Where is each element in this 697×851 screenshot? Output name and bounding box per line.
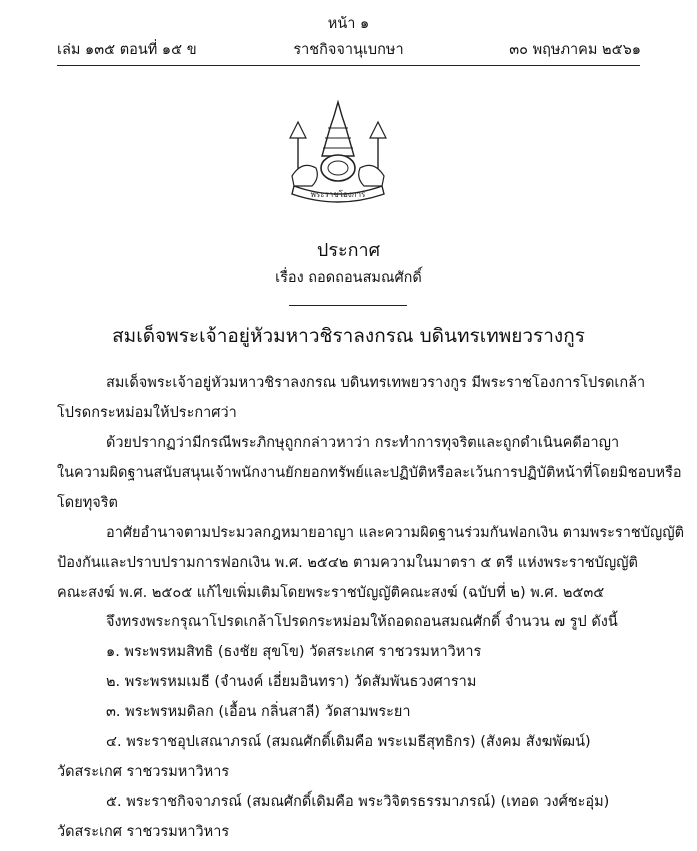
paragraph-3-line-1: อาศัยอำนาจตามประมวลกฎหมายอาญา และความผิดฐานร่วมกันฟอกเงิน ตามพระราชบัญญัติ <box>106 525 685 541</box>
announcement-subject: เรื่อง ถอดถอนสมณศักดิ์ <box>275 270 422 286</box>
list-item-continuation: วัดสระเกศ ราชวรมหาวิหาร <box>57 764 230 780</box>
paragraph-4-line-1: จึงทรงพระกรุณาโปรดเกล้าโปรดกระหม่อมให้ถอดถอนสมณศักดิ์ จำนวน ๗ รูป ดังนี้ <box>106 614 618 630</box>
paragraph-2-line-3: โดยทุจริต <box>57 495 118 511</box>
list-item: ๒. พระพรหมเมธี (จำนงค์ เอี่ยมอินทรา) วัดสัมพันธวงศาราม <box>106 674 477 690</box>
paragraph-3-line-3: คณะสงฆ์ พ.ศ. ๒๕๐๕ แก้ไขเพิ่มเติมโดยพระราชบัญญัติคณะสงฆ์ (ฉบับที่ ๒) พ.ศ. ๒๕๓๕ <box>57 585 605 601</box>
list-item-continuation: วัดสระเกศ ราชวรมหาวิหาร <box>57 824 230 840</box>
page-number: หน้า ๑ <box>327 16 370 32</box>
paragraph-2-line-2: ในความผิดฐานสนับสนุนเจ้าพนักงานยักยอกทรัพย์และปฏิบัติหรือละเว้นการปฏิบัติหน้าที่โดยมิชอบหรือ <box>57 465 682 481</box>
paragraph-3-line-2: ป้องกันและปราบปรามการฟอกเงิน พ.ศ. ๒๕๔๒ ตามความในมาตรา ๕ ตรี แห่งพระราชบัญญัติ <box>57 555 638 571</box>
header-rule <box>57 65 640 66</box>
list-item: ๑. พระพรหมสิทธิ (ธงชัย สุขโข) วัดสระเกศ ราชวรมหาวิหาร <box>106 644 482 660</box>
issue-date: ๓๐ พฤษภาคม ๒๕๖๑ <box>509 42 641 58</box>
emblem-banner-text: พระราชโองการ <box>310 190 366 199</box>
volume-info: เล่ม ๑๓๕ ตอนที่ ๑๕ ข <box>57 42 197 58</box>
list-item: ๓. พระพรหมดิลก (เอื้อน กลิ่นสาลี) วัดสามพระยา <box>106 704 411 720</box>
paragraph-1-line-2: โปรดกระหม่อมให้ประกาศว่า <box>57 405 237 421</box>
subject-rule <box>289 305 407 306</box>
list-item: ๕. พระราชกิจจาภรณ์ (สมณศักดิ์เดิมคือ พระวิจิตรธรรมาภรณ์) (เทอด วงศ์ชะอุ่ม) <box>106 794 610 810</box>
paragraph-1-line-1: สมเด็จพระเจ้าอยู่หัวมหาวชิราลงกรณ บดินทรเทพยวรางกูร มีพระราชโองการโปรดเกล้า <box>106 375 646 391</box>
gazette-name: ราชกิจจานุเบกษา <box>293 42 404 58</box>
list-item: ๔. พระราชอุปเสณาภรณ์ (สมณศักดิ์เดิมคือ พระเมธีสุทธิกร) (สังคม สังฆพัฒน์) <box>106 734 591 750</box>
announcement-title: ประกาศ <box>316 240 381 261</box>
issuer-name: สมเด็จพระเจ้าอยู่หัวมหาวชิราลงกรณ บดินทรเทพยวรางกูร <box>112 325 585 347</box>
paragraph-2-line-1: ด้วยปรากฏว่ามีกรณีพระภิกษุถูกกล่าวหาว่า กระทำการทุจริตและถูกดำเนินคดีอาญา <box>106 435 620 451</box>
